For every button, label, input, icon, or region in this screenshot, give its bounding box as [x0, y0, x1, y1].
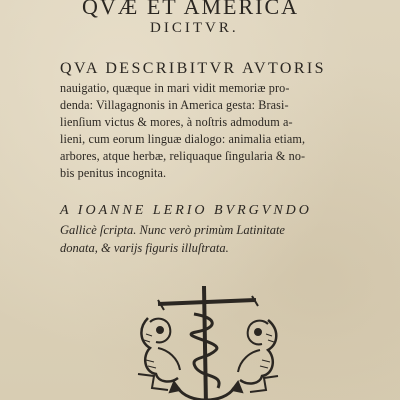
- title-line-1: QVÆ ET AMERICA: [82, 0, 300, 19]
- body-line: bis penitus incognita.: [60, 166, 167, 180]
- body-line: lienſium victus & mores, à noſtris admodum a-: [60, 115, 293, 129]
- author-line: A IOANNE LERIO BVRGVNDO: [60, 203, 312, 218]
- body-line: arbores, atque herbæ, reliquaque ſingularia & no-: [60, 149, 306, 163]
- subtitle: QVA DESCRIBITVR AVTORIS: [60, 60, 326, 77]
- body-line: denda: Villagagnonis in America gesta: Brasi-: [60, 98, 289, 112]
- italic-line: donata, & varijs figuris illuſtrata.: [60, 241, 229, 255]
- title-line-2: DICITVR.: [150, 20, 239, 36]
- body-line: nauigatio, quæque in mari vidit memoriæ pro-: [60, 81, 290, 95]
- body-line: lieni, cum eorum linguæ dialogo: animalia etiam,: [60, 132, 306, 146]
- italic-line: Gallicè ſcripta. Nunc verò primùm Latinitate: [60, 223, 285, 237]
- printers-device-emblem-icon: [128, 278, 288, 400]
